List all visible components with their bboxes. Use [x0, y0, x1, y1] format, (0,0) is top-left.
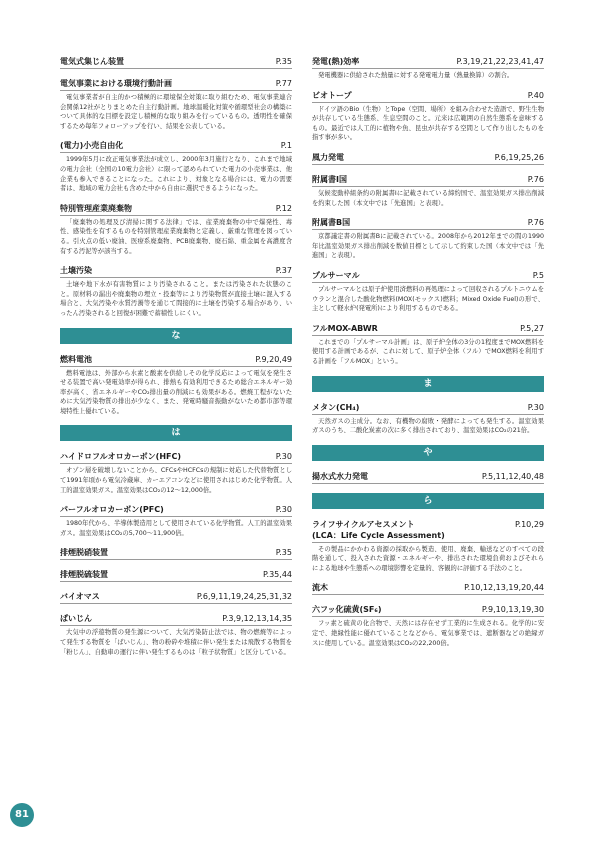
glossary-entry [60, 354, 292, 417]
glossary-entry [60, 140, 292, 193]
term-row [60, 451, 292, 464]
term: プルサーマル [312, 270, 360, 280]
term: 発電(熱)効率 [312, 57, 360, 66]
page-ref: P.9,10,13,19,30 [481, 605, 544, 615]
right-column [312, 56, 544, 657]
definition: 「廃棄物の処理及び清掃に関する法律」では、産業廃棄物の中で爆発性、毒性、感染性を有するものを特別管理産業廃棄物と定義し、厳重な管理を図っている。引火点の低い廃油、医療系廃棄物、PCB廃棄物、廃石綿、重金属を高濃度含有する汚泥等が該当する。 [60, 218, 292, 255]
page-ref: P.10,12,13,19,20,44 [464, 583, 544, 593]
term-row [312, 90, 544, 103]
term-row [60, 547, 292, 560]
glossary-entry [312, 519, 544, 574]
definition: フッ素と硫黄の化合物で、天然には存在せず工業的に生成される。化学的に安定で、絶縁性能に優れていることなどから、電気事業では、遮断器などの絶縁ガスに使用している。温室効果はCO₂の22,200倍。 [312, 620, 544, 647]
term: 六フッ化硫黄(SF₆) [312, 605, 382, 615]
glossary-entry [312, 174, 544, 208]
glossary-entry [312, 90, 544, 143]
term-row [60, 613, 292, 626]
term: ハイドロフルオロカーボン(HFC) [60, 452, 182, 462]
term-row [60, 140, 292, 153]
glossary-entry [312, 604, 544, 648]
page-ref: P.35 [275, 57, 292, 66]
glossary-entry [60, 265, 292, 318]
page-ref: P.5,27 [520, 323, 544, 333]
definition: 1999年5月に改正電気事業法が成立し、2000年3月施行となり、これまで地域の電力会社（全国の10電力会社）に限って認められていた電力の小売事業は、他企業も参入できることになった。これにより、対象となる場合には、電力の需要者は、地域の電力会社も含めた中から自由に選択できるようになった。 [60, 156, 292, 193]
term: 土壌汚染 [60, 266, 92, 276]
term [312, 519, 445, 541]
term-line-sub: (LCA：Life Cycle Assessment) [312, 530, 445, 540]
term: 電気事業における環境行動計画 [60, 79, 172, 88]
term-row [312, 323, 544, 336]
page-ref: P.37 [275, 266, 292, 276]
section-header-ha: は [60, 425, 292, 441]
definition: 電気事業者が自主的かつ積極的に環境保全対策に取り組むため、電気事業連合会関係12社がとりまとめた自主行動計画。地球温暖化対策や循環型社会の構築について具体的な目標を設定し積極的な取り組みを行っているもの。透明性を確保するため毎年フォローアップを行い、結果を公表している。 [60, 94, 292, 130]
term-row [60, 78, 292, 91]
page-ref: P.76 [527, 174, 544, 184]
term-row [312, 519, 544, 543]
term: 排煙脱硝装置 [60, 548, 108, 558]
term-row [312, 152, 544, 165]
page-ref: P.6,19,25,26 [494, 152, 544, 162]
page-ref: P.9,20,49 [255, 354, 292, 364]
term: 揚水式水力発電 [312, 471, 368, 481]
glossary-entry [312, 56, 544, 81]
glossary-entry [60, 203, 292, 256]
definition: 1980年代から、半導体製造用として使用されている化学物質。人工的温室効果ガス。温室効果はCO₂の5,700～11,900倍。 [60, 520, 292, 537]
definition: 気候変動枠組条約の附属書Ⅰに記載されている締約国で、温室効果ガス排出削減を約束した国（本文中では「先進国」と表現）。 [312, 189, 544, 207]
term: 排煙脱硫装置 [60, 570, 108, 580]
term: ばいじん [60, 614, 92, 624]
page-number-badge: 81 [10, 803, 34, 827]
glossary-entry [60, 504, 292, 538]
definition: 燃料電池は、外部から水素と酸素を供給しその化学反応によって電気を発生させる装置で高い発電効率が得られ、排熱も有効利用できるため総合エネルギー効率が高く、省エネルギーやCO₂排出量の削減にも効果がある。燃焼工程がないために大気汚染物質の排出が少なく、また、発電時騒音振動がないため都市部等環境特性上優れている。 [60, 369, 292, 415]
glossary-entry [312, 402, 544, 436]
term-row [312, 217, 544, 230]
glossary-entry [60, 547, 292, 560]
definition: これまでの「プルサーマル計画」は、原子炉全体の3分の1程度までMOX燃料を使用する計画であるが、これに対して、原子炉全体（フル）でMOX燃料を利用する計画を「フルMOX」という。 [312, 338, 544, 365]
term-row [312, 604, 544, 617]
term: (電力)小売自由化 [60, 141, 124, 151]
glossary-entry [312, 471, 544, 484]
glossary-entry [60, 56, 292, 69]
term-row [60, 203, 292, 216]
left-column [60, 56, 292, 666]
term-row [312, 56, 544, 69]
glossary-entry [312, 582, 544, 595]
page-ref: P.5 [532, 270, 544, 280]
definition: 天然ガスの主成分。なお、有機物の腐敗・発酵によっても発生する。温室効果ガスのうち、二酸化炭素の次に多く排出されており、温室効果はCO₂の21倍。 [312, 417, 544, 435]
term: 燃料電池 [60, 354, 92, 364]
glossary-entry [312, 217, 544, 261]
definition: オゾン層を破壊しないことから、CFCsやHCFCsの規制に対応した代替物質として1991年頃から電気冷蔵庫、カーエアコンなどに使用されはじめた化学物質。人工的温室効果ガス。温室効果はCO₂の12～12,000倍。 [60, 467, 292, 494]
term: 風力発電 [312, 152, 344, 162]
section-header-ma: ま [312, 376, 544, 392]
term: ビオトープ [312, 90, 352, 100]
page-ref: P.5,11,12,40,48 [481, 471, 544, 481]
definition: プルサーマルとは原子炉使用済燃料の再処理によって回収されるプルトニウムをウランと混合した酸化物燃料(MOX(モックス)燃料；Mixed Oxide Fuel)の形で、主として軽水炉(発電所)により利用するものである。 [312, 285, 544, 313]
page-ref: P.1 [280, 141, 292, 151]
page-ref: P.35,44 [262, 570, 292, 580]
term-line: ライフサイクルアセスメント [312, 519, 415, 529]
term-row [60, 354, 292, 367]
section-header-ra: ら [312, 493, 544, 509]
term-row [60, 56, 292, 69]
term: バイオマス [60, 592, 100, 602]
glossary-entry [312, 323, 544, 367]
term: 特別管理産業廃棄物 [60, 203, 132, 213]
term: フルMOX-ABWR [312, 323, 378, 333]
glossary-entry [312, 152, 544, 165]
term: パーフルオロカーボン(PFC) [60, 505, 164, 515]
term-row [60, 504, 292, 517]
term: 電気式集じん装置 [60, 57, 124, 66]
page-ref: P.77 [275, 79, 292, 88]
term-row [312, 582, 544, 595]
definition: 土壌や地下水が有害物質により汚染されること。または汚染された状態のこと。原材料の漏出や廃棄物の埋立・投棄等により汚染物質が直接土壌に混入する場合と、大気汚染や水質汚濁等を通じて間接的に土壌を汚染する場合があり、いったん汚染されると回復が困難で蓄積性しにくい。 [60, 281, 292, 317]
glossary-entry [60, 569, 292, 582]
glossary-entry [60, 451, 292, 495]
section-header-na: な [60, 328, 292, 344]
term-row [60, 569, 292, 582]
page-ref: P.40 [527, 90, 544, 100]
page-ref: P.3,9,12,13,14,35 [222, 614, 292, 624]
glossary-entry [60, 78, 292, 131]
definition: その製品にかかわる資源の採取から製造、使用、廃棄、輸送などのすべての段階を通して、投入された資源・エネルギーや、排出された環境負荷およびそれらによる地球や生態系への環境影響を定量的、客観的に評価する手法のこと。 [312, 545, 544, 572]
page-ref: P.30 [527, 402, 544, 412]
term-row [60, 591, 292, 604]
page-ref: P.12 [275, 203, 292, 213]
page-ref: P.35 [275, 548, 292, 558]
page-ref: P.30 [275, 505, 292, 515]
definition: ドイツ語のBio（生物）とTope（空間、場所）を組み合わせた造語で、野生生物が共存している生態系、生息空間のこと。元来は広範囲の自然生態系を意味するもの。最近では人工的に植物や魚、昆虫が共存する空間として作り出したものを指す事が多い。 [312, 105, 544, 142]
glossary-entry [60, 613, 292, 657]
definition: 京都議定書の附属書Bに記載されている。2008年から2012年までの間の1990年比温室効果ガス排出削減を数値目標として示して約束した国（本文中では「先進国」と表現）。 [312, 233, 544, 260]
glossary-entry [60, 591, 292, 604]
definition: 大気中の浮遊物質の発生源について、大気汚染防止法では、物の燃焼等によって発生する物質を「ばいじん」、物の粉砕や堆積に伴い発生または飛散する物質を「粉じん」、自動車の運行に伴い発生するものは「粒子状物質」と区分している。 [60, 629, 292, 656]
term-row [312, 174, 544, 187]
glossary-entry [312, 270, 544, 314]
page-ref: P.10,29 [514, 519, 544, 529]
term: 流木 [312, 583, 328, 593]
definition: 発電機器に供給された熱量に対する発電電力量（熱量換算）の割合。 [318, 72, 514, 79]
term-row [60, 265, 292, 278]
section-header-ya: や [312, 445, 544, 461]
term-row [312, 270, 544, 283]
page-ref: P.76 [527, 218, 544, 228]
page-ref: P.3,19,21,22,23,41,47 [456, 57, 544, 66]
term-row [312, 471, 544, 484]
term-row [312, 402, 544, 415]
term: 附属書Ⅰ国 [312, 174, 347, 184]
page-ref: P.30 [275, 452, 292, 462]
page-ref: P.6,9,11,19,24,25,31,32 [196, 592, 292, 602]
term: 附属書B国 [312, 218, 351, 228]
term: メタン(CH₄) [312, 402, 360, 412]
